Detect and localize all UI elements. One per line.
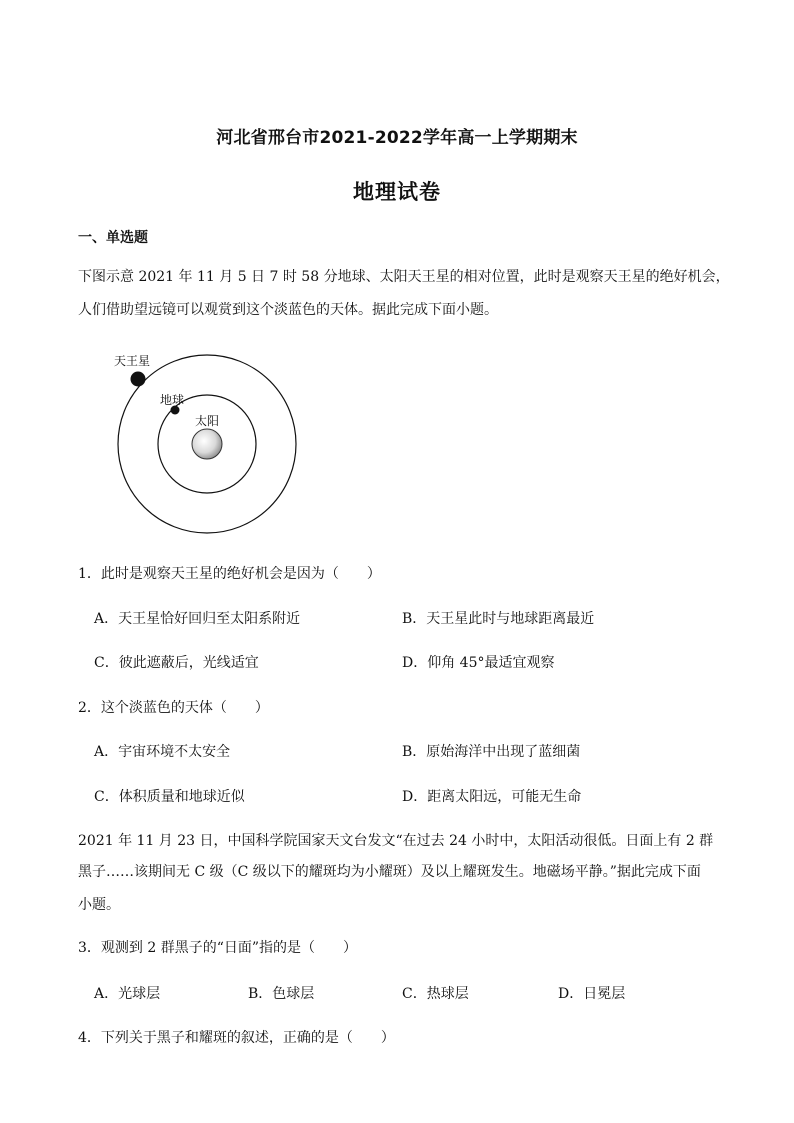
- passage1-line2: 人们借助望远镜可以观赏到这个淡蓝色的天体。据此完成下面小题。: [78, 302, 498, 318]
- question-1-option-b[interactable]: B．天王星此时与地球距离最近: [402, 611, 595, 627]
- passage2-line1: 2021 年 11 月 23 日，中国科学院国家天文台发文“在过去 24 小时中，太阳活动很低。日面上有 2 群: [78, 833, 714, 849]
- question-2-option-c[interactable]: C．体积质量和地球近似: [94, 789, 245, 805]
- question-1-option-d[interactable]: D．仰角 45°最适宜观察: [402, 655, 555, 671]
- section-heading: 一、单选题: [78, 230, 148, 246]
- earth-label: 地球: [160, 393, 185, 407]
- question-1-option-a[interactable]: A．天王星恰好回归至太阳系附近: [94, 611, 301, 627]
- question-2-option-d[interactable]: D．距离太阳远，可能无生命: [402, 789, 582, 805]
- question-1-stem: 1．此时是观察天王星的绝好机会是因为（ ）: [78, 566, 381, 582]
- passage2-line2: 黑子……该期间无 C 级（C 级以下的耀斑均为小耀斑）及以上耀斑发生。地磁场平静。”据此完成下面: [78, 864, 701, 880]
- question-3-option-a[interactable]: A．光球层: [94, 986, 161, 1002]
- passage1-line1: 下图示意 2021 年 11 月 5 日 7 时 58 分地球、太阳天王星的相对位置，此时是观察天王星的绝好机会，: [78, 269, 730, 285]
- question-3-option-d[interactable]: D．日冕层: [558, 986, 626, 1002]
- question-2-option-b[interactable]: B．原始海洋中出现了蓝细菌: [402, 744, 581, 760]
- question-4-stem: 4．下列关于黑子和耀斑的叙述，正确的是（ ）: [78, 1030, 395, 1046]
- question-1-option-c[interactable]: C．彼此遮蔽后，光线适宜: [94, 655, 259, 671]
- question-3-option-c[interactable]: C．热球层: [402, 986, 469, 1002]
- exam-title-line1: 河北省邢台市2021-2022学年高一上学期期末: [216, 128, 578, 148]
- question-2-stem: 2．这个淡蓝色的天体（ ）: [78, 700, 269, 716]
- question-3-option-b[interactable]: B．色球层: [248, 986, 315, 1002]
- question-3-stem: 3．观测到 2 群黑子的“日面”指的是（ ）: [78, 940, 358, 956]
- question-2-option-a[interactable]: A．宇宙环境不太安全: [94, 744, 231, 760]
- uranus-icon: [131, 372, 146, 387]
- uranus-label: 天王星: [114, 354, 151, 368]
- passage2-line3: 小题。: [78, 897, 120, 913]
- sun-label: 太阳: [195, 414, 220, 428]
- exam-title-line2: 地理试卷: [353, 180, 441, 204]
- sun-icon: [192, 429, 222, 459]
- orbit-diagram: [110, 347, 300, 542]
